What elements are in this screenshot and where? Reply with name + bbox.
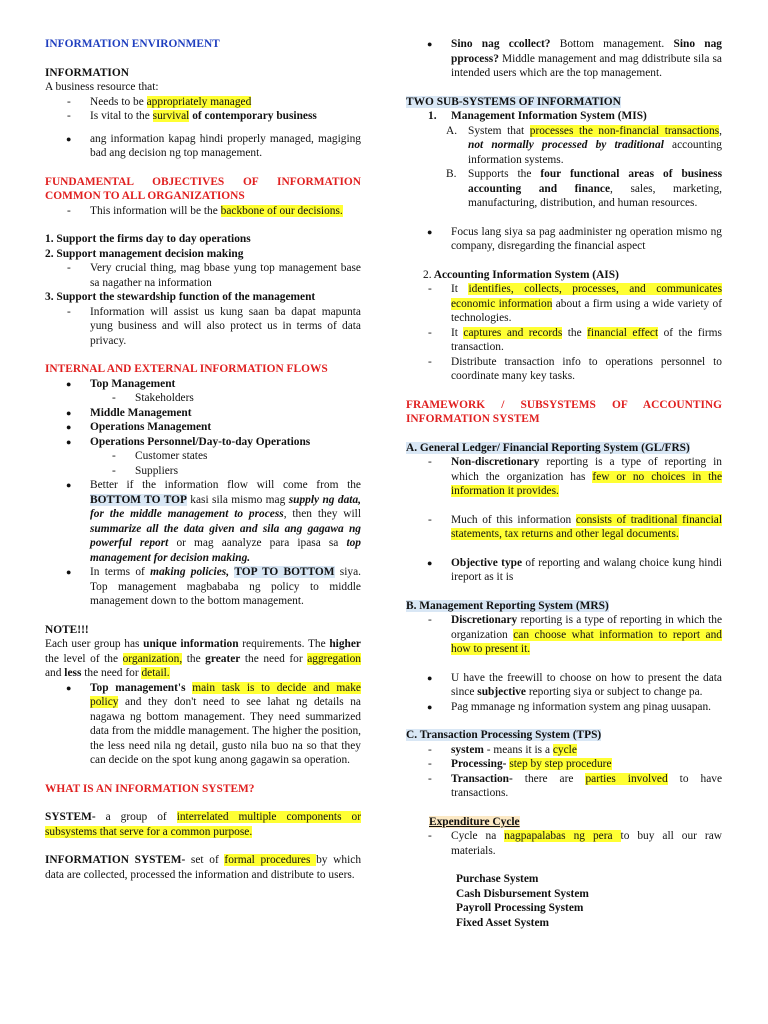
list-item: - This information will be the backbone of our decisions.	[45, 204, 361, 219]
list-item: ● Top Management	[45, 377, 361, 392]
list-item: Purchase System	[456, 873, 539, 885]
heading-information: INFORMATION	[45, 66, 129, 79]
right-column	[406, 37, 722, 930]
heading-framework: FRAMEWORK / SUBSYSTEMS OF ACCOUNTING INFORMATION SYSTEM	[406, 398, 722, 425]
resource-intro: A business resource that:	[45, 81, 159, 93]
list-item: - Is vital to the survival of contemporary business	[45, 109, 361, 124]
list-item: A. System that processes the non-financial transactions, not normally processed by traditional accounting information systems.	[446, 124, 722, 166]
tps-heading: C. Transaction Processing System (TPS)	[406, 729, 602, 741]
list-item: - Stakeholders	[45, 391, 361, 406]
heading-information-environment: INFORMATION ENVIRONMENT	[45, 38, 220, 50]
list-item: ● Pag mmanage ng information system ang pinag uusapan.	[406, 700, 722, 715]
note-heading: NOTE!!!	[45, 623, 89, 636]
list-item: - system - means it is a cycle	[406, 743, 722, 758]
list-item: - Suppliers	[45, 464, 361, 479]
list-item: - It captures and records the financial effect of the firms transaction.	[406, 326, 722, 355]
heading-fundamental-objectives: FUNDAMENTAL OBJECTIVES OF INFORMATION COMMON TO ALL ORGANIZATIONS	[45, 175, 361, 202]
list-item: ● In terms of making policies, TOP TO BOTTOM siya. Top management magbababa ng policy to middle management down to the bottom management.	[45, 565, 361, 609]
list-item: - Transaction- there are parties involved to have transactions.	[406, 772, 722, 801]
list-item: Cash Disbursement System	[456, 887, 589, 900]
list-item: ● Focus lang siya sa pag aadminister ng operation mismo ng company, disregarding the financial aspect	[406, 225, 722, 254]
objective-1: 1. Support the firms day to day operations	[45, 233, 251, 245]
list-item: Fixed Asset System	[456, 916, 550, 929]
left-column	[45, 37, 361, 882]
list-item: ● Middle Management	[45, 406, 361, 421]
list-item: - Discretionary reporting is a type of reporting in which the organization can choose what information to report and how to present it.	[406, 613, 722, 657]
list-item: ● Operations Management	[45, 420, 361, 435]
mis-heading: 1. Management Information System (MIS)	[428, 110, 647, 122]
mrs-heading: B. Management Reporting System (MRS)	[406, 599, 609, 612]
heading-two-subsystems: TWO SUB-SYSTEMS OF INFORMATION	[406, 95, 621, 108]
list-item: - Customer states	[45, 449, 361, 464]
list-item: ● Operations Personnel/Day-to-day Operations	[45, 435, 361, 450]
list-item: ● Objective type of reporting and walang choice kung hindi ireport as it is	[406, 556, 722, 585]
ais-heading: 2. Accounting Information System (AIS)	[423, 268, 619, 281]
list-item: - Very crucial thing, mag bbase yung top management base sa nagather na information	[45, 261, 361, 290]
list-item: Payroll Processing System	[456, 902, 584, 914]
list-item: - Much of this information consists of traditional financial statements, tax returns and other legal documents.	[406, 513, 722, 542]
note-text: Each user group has unique information requirements. The higher the level of the organization, the greater the need for aggregation and less the need for detail.	[45, 638, 361, 679]
expenditure-cycle-heading: Expenditure Cycle	[429, 815, 520, 828]
heading-what-is-information-system: WHAT IS AN INFORMATION SYSTEM?	[45, 782, 255, 795]
list-item: - Non-discretionary reporting is a type of reporting in which the organization has few or no choices in the information it provides.	[406, 455, 722, 499]
objective-2: 2. Support management decision making	[45, 247, 244, 260]
list-item: - Cycle na nagpapalabas ng pera to buy all our raw materials.	[406, 829, 722, 858]
list-item: - Needs to be appropriately managed	[45, 95, 361, 110]
list-item: ● Top management's main task is to decide and make policy and they don't need to see lahat ng details na nagawa ng bottom management. They need summarized data from the middle management. The higher the position, the less need nila ng detail, gusto nila buo na so that they can decide on the spot kung anong gagawin sa operation.	[45, 681, 361, 768]
list-item: - Processing- step by step procedure	[406, 757, 722, 772]
expenditure-systems-list	[406, 872, 722, 930]
list-item: ● U have the freewill to choose on how to present the data since subjective reporting siya or subject to change pa.	[406, 671, 722, 700]
objective-3: 3. Support the stewardship function of the management	[45, 291, 316, 303]
information-system-definition: INFORMATION SYSTEM- set of formal procedures by which data are collected, processed the information and distribute to users.	[45, 854, 362, 881]
list-item: - Information will assist us kung saan ba dapat mapunta yung business and will also protect us in terms of data privacy.	[45, 305, 361, 349]
list-item: ● Better if the information flow will come from the BOTTOM TO TOP kasi sila mismo mag supply ng data, for the middle management to process, then they will summarize all the data given and sila ang gagawa ng powerful report or mag aanalyze para ipasa sa top management for decision making.	[45, 478, 361, 565]
list-item: - It identifies, collects, processes, and communicates economic information about a firm using a wide variety of technologies.	[406, 282, 722, 326]
list-item: ● ang information kapag hindi properly managed, magiging bad ang decision ng top management.	[45, 132, 361, 161]
list-item: - Distribute transaction info to operations personnel to coordinate many key tasks.	[406, 355, 722, 384]
gl-heading: A. General Ledger/ Financial Reporting System (GL/FRS)	[406, 441, 690, 454]
heading-information-flows: INTERNAL AND EXTERNAL INFORMATION FLOWS	[45, 363, 328, 375]
list-item: B. Supports the four functional areas of business accounting and finance, sales, marketing, manufacturing, distribution, and human resources.	[446, 168, 722, 209]
list-item: ● Sino nag ccollect? Bottom management. Sino nag pprocess? Middle management and mag ddistribute sila sa intended users which are the top management.	[406, 37, 722, 81]
system-definition: SYSTEM- a group of interrelated multiple components or subsystems that serve for a common purpose.	[45, 811, 361, 838]
